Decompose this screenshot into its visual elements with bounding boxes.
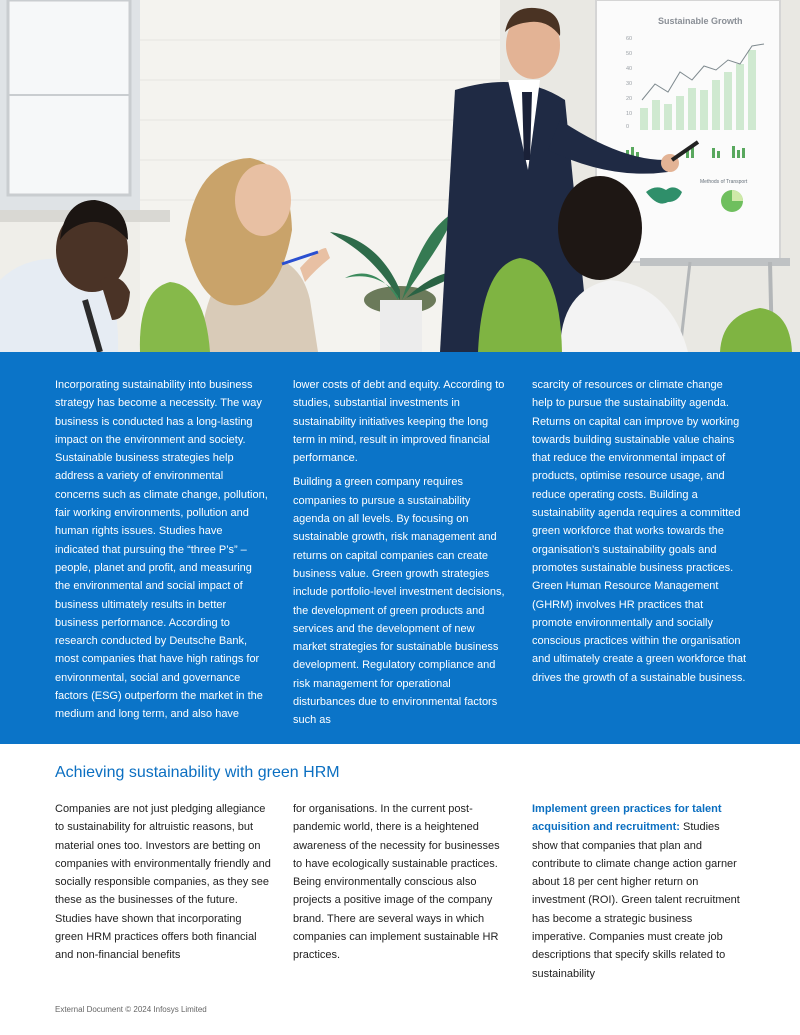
- intro-column-3: [532, 376, 746, 693]
- lead-in-heading: Implement green practices for talent acquisition and recruitment:: [532, 803, 722, 834]
- section-paragraph: Companies are not just pledging allegiance to sustainability for altruistic reasons, but material ones too. Investors are betting on companies with environmentally friendly and socially responsible companies, as they see these as the businesses of the future. Studies have shown that incorporating green HRM practices offers both financial and non-financial benefits: [55, 803, 271, 962]
- section-heading: Achieving sustainability with green HRM: [55, 764, 340, 781]
- meeting-illustration: [0, 0, 800, 352]
- intro-column-2: [293, 376, 507, 736]
- flipchart-tick: 10: [626, 111, 633, 117]
- intro-paragraph: Building a green company requires companies to pursue a sustainability agenda on all levels. By focusing on sustainable growth, risk management and returns on capital companies can create business value. Green growth strategies include portfolio-level investment decisions, the development of green products and services and the development of new market strategies for sustainable business development. Regulatory compliance and risk management for operational disturbances due to environmental factors such as: [293, 476, 505, 727]
- intro-paragraph: lower costs of debt and equity. According to studies, substantial investments in sustainability initiatives keeping the long term in mind, result in improved financial performance.: [293, 379, 505, 465]
- flipchart-tick: 30: [626, 81, 633, 87]
- hero-photo: [0, 0, 800, 352]
- flipchart-tick: 50: [626, 51, 633, 57]
- section-paragraph: [532, 800, 748, 983]
- lead-in-body: Studies show that companies that plan and contribute to climate change action garner about 18 per cent higher return on investment (ROI). Green talent recruitment has become a strategic business imperative. Companies must create job descriptions that specify skills related to sustainability: [532, 821, 740, 980]
- section-column-1: [55, 800, 271, 965]
- flipchart-tick: 20: [626, 96, 633, 102]
- flipchart-subtitle: Methods of Transport: [700, 179, 748, 185]
- section-column-3: [532, 800, 748, 983]
- intro-paragraph: Incorporating sustainability into business strategy has become a necessity. The way business is conducted has a long-lasting impact on the environment and society. Sustainable business strategies help address a variety of environmental concerns such as climate change, pollution, fair working environments, pollution and human rights issues. Studies have indicated that pursuing the “three P’s” – people, planet and profit, and measuring the environmental and social impact of business ultimately results in better business performance. According to research conducted by Deutsche Bank, most companies that have high ratings for environmental, social and governance factors (ESG) outperform the market in the medium and long term, and also have: [55, 379, 268, 721]
- flipchart-title: Sustainable Growth: [658, 16, 743, 26]
- flipchart-tick: 60: [626, 36, 633, 42]
- intro-column-1: [55, 376, 269, 730]
- intro-paragraph: scarcity of resources or climate change help to pursue the sustainability agenda. Returns on capital can improve by working towards building sustainable value chains that reduce the environmental impact of products, optimise resource usage, and reduce operating costs. Building a sustainability agenda requires a committed green workforce that works towards the organisation’s sustainability goals and promotes sustainable business practices. Green Human Resource Management (GHRM) involves HR practices that promote environmentally and socially conscious practices within the organisation and ultimately create a green workforce that drives the growth of a sustainable business.: [532, 379, 747, 684]
- flipchart-tick: 0: [626, 124, 630, 130]
- flipchart-tick: 40: [626, 66, 633, 72]
- section-column-2: [293, 800, 509, 965]
- footer-copyright: External Document © 2024 Infosys Limited: [55, 1005, 207, 1014]
- section-paragraph: for organisations. In the current post-pandemic world, there is a heightened awareness of the necessity for businesses to have ecologically sustainable practices. Being environmentally conscious also projects a positive image of the company brand. There are several ways in which companies can implement sustainable HR practices.: [293, 803, 500, 962]
